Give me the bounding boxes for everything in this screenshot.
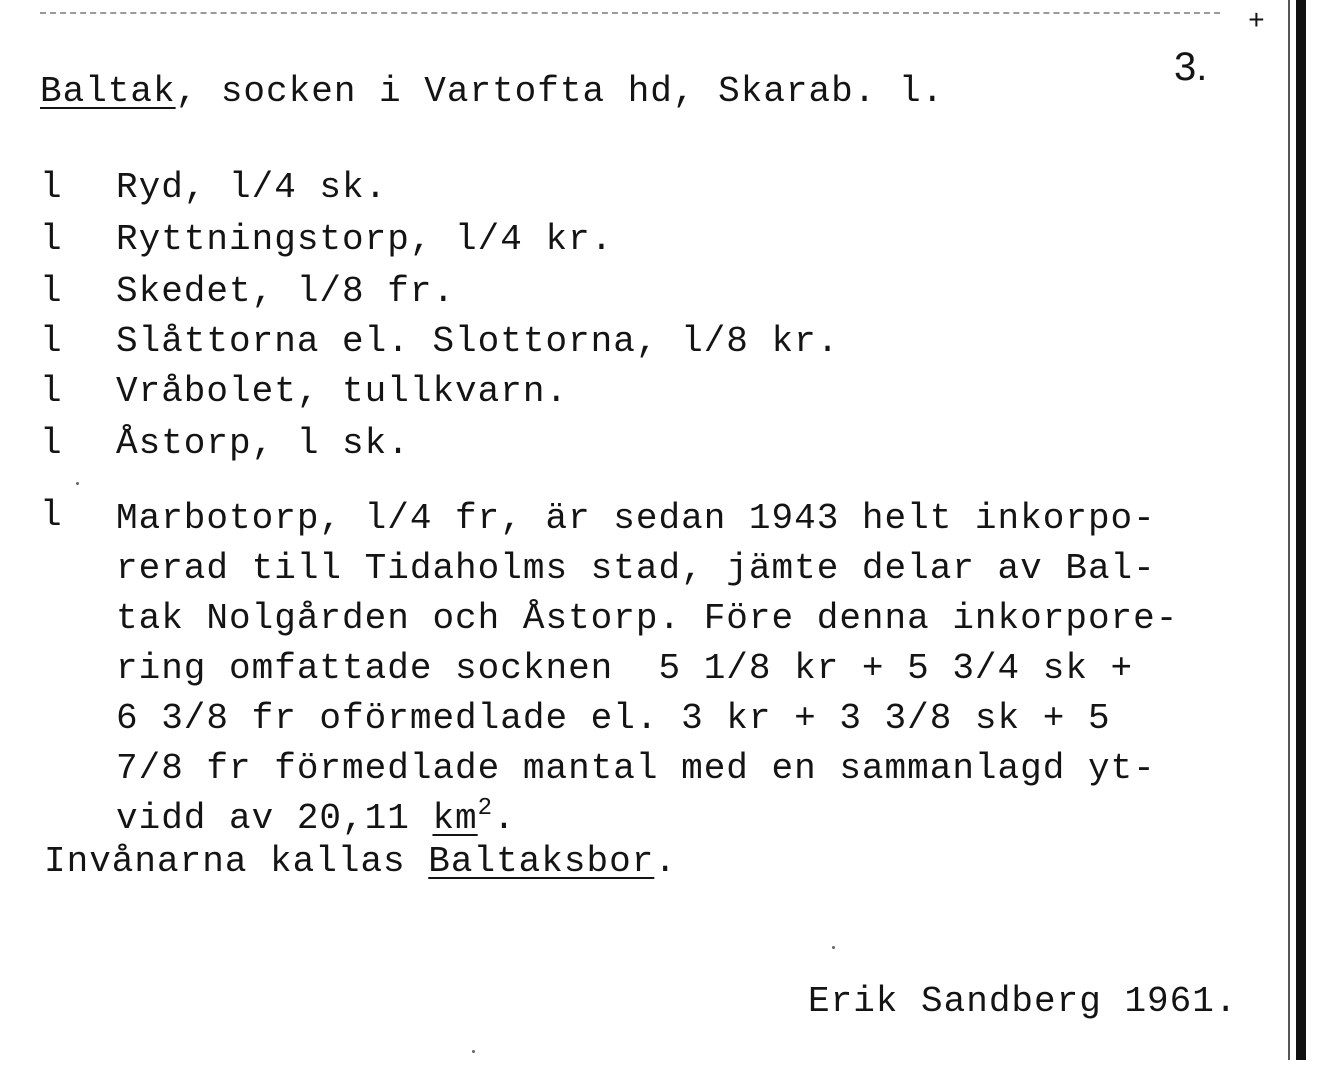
entry-count: l: [40, 371, 62, 412]
heading-place: Baltak: [40, 71, 176, 112]
area-unit: km: [432, 798, 478, 839]
entry-text: Ryd, l/4 sk.: [116, 167, 388, 208]
entry-count: l: [40, 495, 62, 536]
paragraph-line: 7/8 fr förmedlade mantal med en sammanlagd yt-: [116, 748, 1156, 789]
entry-text: Ryttningstorp, l/4 kr.: [116, 219, 614, 260]
card-right-scan-border: [1296, 0, 1306, 1060]
paragraph-line: 6 3/8 fr oförmedlade el. 3 kr + 3 3/8 sk + 5: [116, 698, 1111, 739]
paragraph-line: Marbotorp, l/4 fr, är sedan 1943 helt inkorpo-: [116, 498, 1156, 539]
heading-rest: , socken i Vartofta hd, Skarab. l.: [175, 71, 945, 112]
card-heading: [40, 70, 944, 114]
entry-count: l: [40, 167, 62, 208]
entry-count: l: [40, 271, 62, 312]
inhabitants-line: [44, 840, 677, 884]
paragraph-last-line: [116, 794, 1286, 844]
card-top-edge: [40, 12, 1220, 14]
entry-text: Vråbolet, tullkvarn.: [116, 371, 569, 412]
scan-speck: [472, 1050, 475, 1053]
last-line-suffix: .: [493, 798, 516, 839]
entry-text: Skedet, l/8 fr.: [116, 271, 456, 312]
entry-text: Slåttorna el. Slottorna, l/8 kr.: [116, 321, 840, 362]
paragraph-line: tak Nolgården och Åstorp. Före denna inkorpore-: [116, 598, 1179, 639]
marbotorp-paragraph: [116, 494, 1286, 844]
demonym: Baltaksbor: [428, 841, 655, 882]
area-unit-exponent: 2: [477, 795, 494, 822]
corner-plus-mark: +: [1248, 7, 1265, 38]
paragraph-line: ring omfattade socknen 5 1/8 kr + 5 3/4 sk +: [116, 648, 1134, 689]
inhabitants-suffix: .: [654, 841, 677, 882]
last-line-prefix: vidd av 20,11: [116, 798, 433, 839]
entry-count: l: [40, 423, 62, 464]
paragraph-line: rerad till Tidaholms stad, jämte delar av Bal-: [116, 548, 1156, 589]
card-right-scan-line: [1288, 0, 1290, 1060]
entry-text: Åstorp, l sk.: [116, 423, 410, 464]
card-number: 3.: [1174, 45, 1208, 89]
scan-speck: [832, 946, 835, 949]
inhabitants-prefix: Invånarna kallas: [44, 841, 429, 882]
signature: Erik Sandberg 1961.: [808, 981, 1238, 1022]
scan-speck: [76, 482, 79, 485]
entry-count: l: [40, 219, 62, 260]
entry-count: l: [40, 321, 62, 362]
